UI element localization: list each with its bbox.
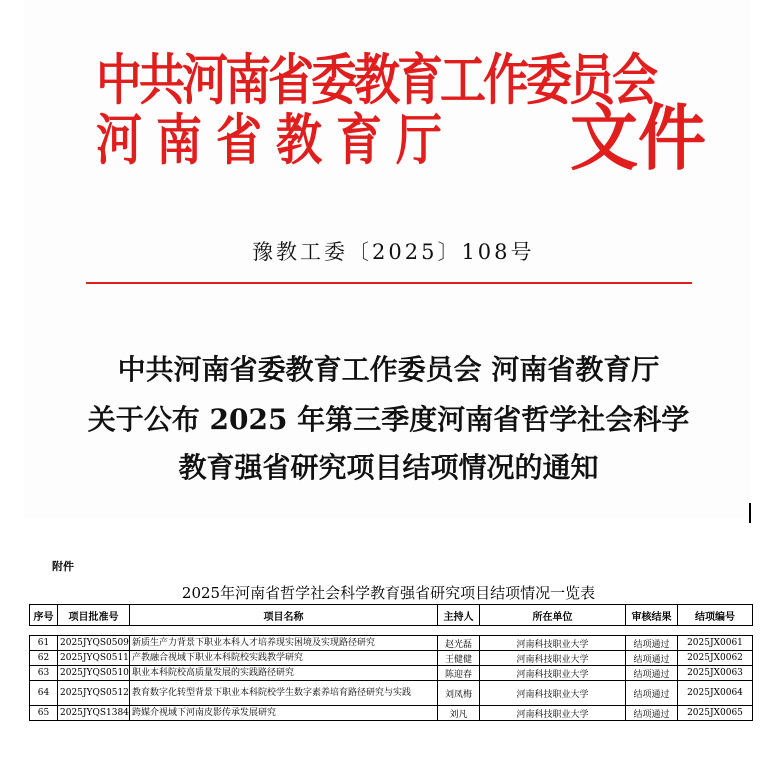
column-header: 项目批准号 bbox=[58, 605, 130, 626]
project-result-table bbox=[29, 604, 753, 721]
cell-completion-no: 2025JX0062 bbox=[678, 651, 753, 666]
cell-project-name: 教育数字化转型背景下职业本科院校学生数字素养培育路径研究与实践 bbox=[130, 681, 438, 706]
column-header: 主持人 bbox=[438, 605, 480, 626]
cell-index: 61 bbox=[30, 636, 58, 651]
cell-completion-no: 2025JX0061 bbox=[678, 636, 753, 651]
cell-approval-no: 2025JYQS0512 bbox=[58, 681, 130, 706]
table-title: 2025年河南省哲学社会科学教育强省研究项目结项情况一览表 bbox=[181, 584, 596, 602]
cell-completion-no: 2025JX0065 bbox=[678, 706, 753, 721]
document-type-label: 文件 bbox=[570, 96, 707, 181]
cell-approval-no: 2025JYQS0510 bbox=[58, 666, 130, 681]
attachment-label: 附件 bbox=[52, 560, 74, 573]
cell-project-name: 跨媒介视域下河南皮影传承发展研究 bbox=[130, 706, 438, 721]
cell-host: 陈迎春 bbox=[438, 666, 480, 681]
red-divider-line bbox=[86, 282, 692, 284]
document-number: 豫教工委〔2025〕108号 bbox=[252, 240, 535, 264]
column-header: 序号 bbox=[30, 605, 58, 626]
column-header: 项目名称 bbox=[130, 605, 438, 626]
notice-title-line-2: 关于公布 2025 年第三季度河南省哲学社会科学 bbox=[87, 403, 690, 436]
column-header: 结项编号 bbox=[678, 605, 753, 626]
cell-review-result: 结项通过 bbox=[626, 681, 678, 706]
notice-title-line-3: 教育强省研究项目结项情况的通知 bbox=[178, 451, 599, 484]
cell-unit: 河南科技职业大学 bbox=[480, 706, 626, 721]
cell-index: 65 bbox=[30, 706, 58, 721]
table-row bbox=[30, 636, 753, 651]
table-gap-row bbox=[30, 626, 753, 636]
cell-approval-no: 2025JYQS0509 bbox=[58, 636, 130, 651]
cell-review-result: 结项通过 bbox=[626, 666, 678, 681]
issuing-org-line-2: 河南省教育厅 bbox=[96, 107, 456, 172]
cell-completion-no: 2025JX0064 bbox=[678, 681, 753, 706]
cell-project-name: 职业本科院校高质量发展的实践路径研究 bbox=[130, 666, 438, 681]
column-header: 审核结果 bbox=[626, 605, 678, 626]
cell-index: 64 bbox=[30, 681, 58, 706]
cell-unit: 河南科技职业大学 bbox=[480, 636, 626, 651]
cell-approval-no: 2025JYQS0511 bbox=[58, 651, 130, 666]
cell-project-name: 产教融合视域下职业本科院校实践教学研究 bbox=[130, 651, 438, 666]
cell-host: 刘凤梅 bbox=[438, 681, 480, 706]
cell-host: 王健健 bbox=[438, 651, 480, 666]
column-header: 所在单位 bbox=[480, 605, 626, 626]
notice-title-line-1: 中共河南省委教育工作委员会 河南省教育厅 bbox=[117, 353, 660, 386]
table-header-row bbox=[30, 605, 753, 626]
cell-review-result: 结项通过 bbox=[626, 651, 678, 666]
cell-index: 62 bbox=[30, 651, 58, 666]
issuing-org-line-1: 中共河南省委教育工作委员会 bbox=[96, 47, 655, 113]
cell-project-name: 新质生产力背景下职业本科人才培养现实困境及实现路径研究 bbox=[130, 636, 438, 651]
cell-unit: 河南科技职业大学 bbox=[480, 681, 626, 706]
cell-approval-no: 2025JYQS1384 bbox=[58, 706, 130, 721]
cell-review-result: 结项通过 bbox=[626, 706, 678, 721]
cell-review-result: 结项通过 bbox=[626, 636, 678, 651]
cell-completion-no: 2025JX0063 bbox=[678, 666, 753, 681]
cell-index: 63 bbox=[30, 666, 58, 681]
table-row bbox=[30, 666, 753, 681]
cell-unit: 河南科技职业大学 bbox=[480, 651, 626, 666]
cell-host: 赵光磊 bbox=[438, 636, 480, 651]
table-row bbox=[30, 681, 753, 706]
cell-host: 刘凡 bbox=[438, 706, 480, 721]
table-row bbox=[30, 651, 753, 666]
text-cursor bbox=[749, 503, 751, 523]
table-row bbox=[30, 706, 753, 721]
cell-unit: 河南科技职业大学 bbox=[480, 666, 626, 681]
